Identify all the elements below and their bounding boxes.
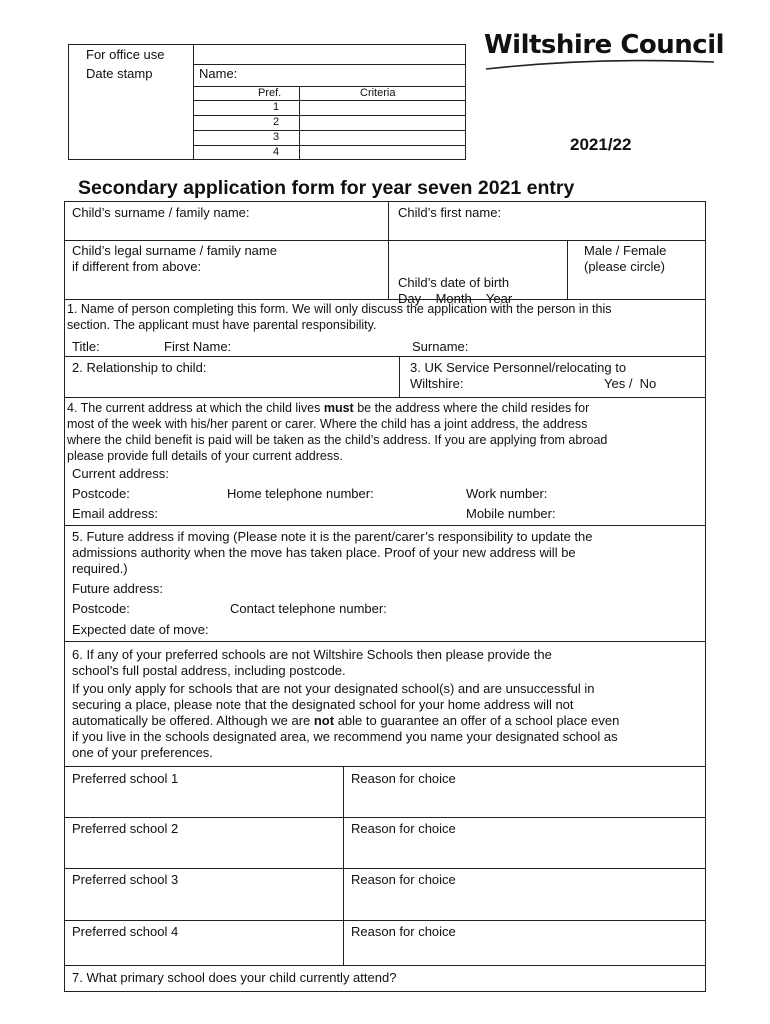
child-legal-surname-label: Child’s legal surname / family name if different from above:: [72, 243, 277, 274]
pref-row-number: 4: [273, 146, 280, 158]
section6-text: 6. If any of your preferred schools are not Wiltshire Schools then please provide the school’s full postal address, including postcode. If you only apply for schools that are not your designated school(s) and are unsuccessful in securing a place, please note that the designated school for your home address will not automatically be offered. Although we are not able to guarantee an offer of a school place even if you live in the schools designated area, we recommend you name your designated school as one of your preferences.: [72, 647, 620, 760]
council-logo-text: Wiltshire Council: [484, 30, 725, 60]
form-divider: [388, 201, 389, 299]
home-telephone-label: Home telephone number:: [227, 486, 374, 501]
section4-text: 4. The current address at which the child lives must be the address where the child resides for most of the week with his/her parent or carer. Where the child has a joint address, the address where the child benefit is paid will be taken as the child’s address. If you are applying from abroad please provide full details of your current address.: [67, 401, 608, 463]
school-year: 2021/22: [570, 135, 632, 154]
form-line: [64, 965, 706, 966]
mobile-number-label: Mobile number:: [466, 506, 556, 521]
applicant-surname-label: Surname:: [412, 339, 469, 354]
preferred-school-label: Preferred school 2: [72, 821, 179, 836]
form-line: [64, 766, 706, 767]
work-number-label: Work number:: [466, 486, 548, 501]
reason-for-choice-label: Reason for choice: [351, 821, 456, 836]
pref-row-number: 2: [273, 116, 280, 128]
relationship-label: 2. Relationship to child:: [72, 360, 207, 375]
pref-row-number: 1: [273, 101, 280, 113]
service-personnel-label: 3. UK Service Personnel/relocating to Wiltshire:: [410, 360, 627, 391]
future-address-label: Future address:: [72, 581, 164, 596]
child-dob-label: Child’s date of birth Day Month Year: [398, 275, 513, 306]
form-divider: [567, 240, 568, 299]
office-line: [193, 86, 466, 87]
preferred-school-label: Preferred school 4: [72, 924, 179, 939]
postcode-label: Postcode:: [72, 486, 130, 501]
form-line: [64, 868, 706, 869]
office-name-label: Name:: [199, 66, 238, 81]
form-line: [64, 240, 706, 241]
form-divider: [399, 356, 400, 397]
form-line: [64, 641, 706, 642]
office-divider: [299, 86, 300, 160]
contact-telephone-label: Contact telephone number:: [230, 601, 387, 616]
form-line: [64, 920, 706, 921]
yes-no-option: Yes / No: [604, 376, 657, 391]
preferred-school-label: Preferred school 1: [72, 771, 179, 786]
for-office-use-label: For office use: [86, 47, 165, 62]
future-postcode-label: Postcode:: [72, 601, 130, 616]
office-divider: [193, 44, 194, 160]
child-first-name-label: Child’s first name:: [398, 205, 502, 220]
section1-text: 1. Name of person completing this form. We will only discuss the application with the person in this section. The applicant must have parental responsibility.: [67, 302, 612, 332]
date-stamp-label: Date stamp: [86, 66, 153, 81]
council-logo: [484, 30, 724, 72]
pref-header: Pref.: [258, 87, 282, 99]
child-surname-label: Child’s surname / family name:: [72, 205, 250, 220]
expected-date-label: Expected date of move:: [72, 622, 209, 637]
reason-for-choice-label: Reason for choice: [351, 872, 456, 887]
applicant-title-label: Title:: [72, 339, 100, 354]
reason-for-choice-label: Reason for choice: [351, 771, 456, 786]
pref-row-number: 3: [273, 131, 280, 143]
applicant-first-name-label: First Name:: [164, 339, 232, 354]
primary-school-label: 7. What primary school does your child currently attend?: [72, 970, 397, 985]
criteria-header: Criteria: [360, 87, 396, 99]
office-line: [193, 130, 466, 131]
form-title: Secondary application form for year seven 2021 entry: [78, 177, 575, 199]
office-line: [193, 145, 466, 146]
form-line: [64, 525, 706, 526]
form-line: [64, 356, 706, 357]
reason-for-choice-label: Reason for choice: [351, 924, 456, 939]
form-line: [64, 397, 706, 398]
section5-text: 5. Future address if moving (Please note it is the parent/carer’s responsibility to update the admissions authority when the move has taken place. Proof of your new address will be required.): [72, 529, 593, 576]
current-address-label: Current address:: [72, 466, 169, 481]
child-gender-label: Male / Female (please circle): [584, 243, 667, 274]
office-line: [193, 64, 466, 65]
form-line: [64, 817, 706, 818]
form-line: [64, 299, 706, 300]
office-line: [193, 115, 466, 116]
form-divider: [343, 766, 344, 965]
email-label: Email address:: [72, 506, 158, 521]
office-line: [193, 100, 466, 101]
logo-swoosh-icon: [484, 58, 716, 72]
preferred-school-label: Preferred school 3: [72, 872, 179, 887]
